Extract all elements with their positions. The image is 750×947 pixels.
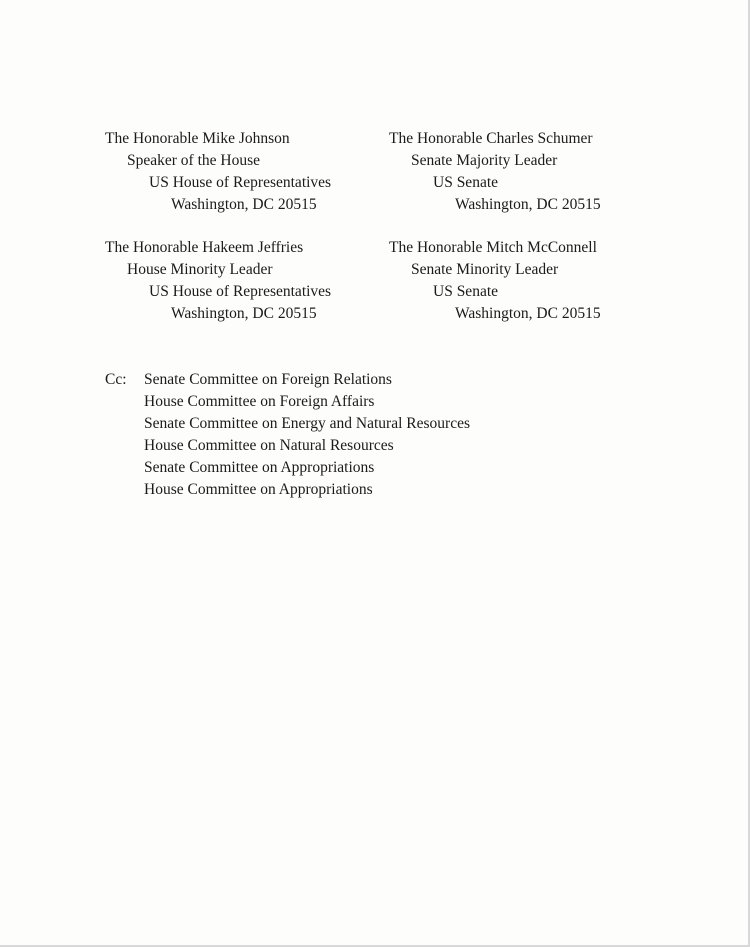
recipient-name: The Honorable Mitch McConnell xyxy=(389,239,597,256)
cc-committee-item: Senate Committee on Foreign Relations xyxy=(144,371,392,388)
recipient-name: The Honorable Charles Schumer xyxy=(389,130,593,147)
cc-committee-item: Senate Committee on Appropriations xyxy=(144,459,375,476)
cc-label: Cc: xyxy=(105,371,127,388)
recipient-city: Washington, DC 20515 xyxy=(455,196,601,213)
cc-section xyxy=(105,369,470,501)
recipient-organization: US House of Representatives xyxy=(149,283,332,300)
recipient-title: House Minority Leader xyxy=(127,261,273,278)
recipient-address-johnson xyxy=(105,128,331,216)
cc-committee-item: House Committee on Natural Resources xyxy=(144,437,394,454)
recipient-title: Senate Minority Leader xyxy=(411,261,559,278)
cc-committee-item: House Committee on Appropriations xyxy=(144,481,373,498)
recipient-title: Speaker of the House xyxy=(127,152,260,169)
recipient-organization: US Senate xyxy=(433,283,499,300)
recipient-city: Washington, DC 20515 xyxy=(171,305,317,322)
recipient-organization: US Senate xyxy=(433,174,499,191)
cc-committee-list xyxy=(144,369,470,501)
recipient-title: Senate Majority Leader xyxy=(411,152,558,169)
recipient-address-mcconnell xyxy=(389,237,601,325)
recipient-address-schumer xyxy=(389,128,601,216)
recipient-city: Washington, DC 20515 xyxy=(171,196,317,213)
cc-committee-item: House Committee on Foreign Affairs xyxy=(144,393,375,410)
cc-committee-item: Senate Committee on Energy and Natural Resources xyxy=(144,415,470,432)
recipient-city: Washington, DC 20515 xyxy=(455,305,601,322)
recipient-address-jeffries xyxy=(105,237,331,325)
recipient-name: The Honorable Hakeem Jeffries xyxy=(105,239,304,256)
recipient-name: The Honorable Mike Johnson xyxy=(105,130,290,147)
recipient-organization: US House of Representatives xyxy=(149,174,332,191)
